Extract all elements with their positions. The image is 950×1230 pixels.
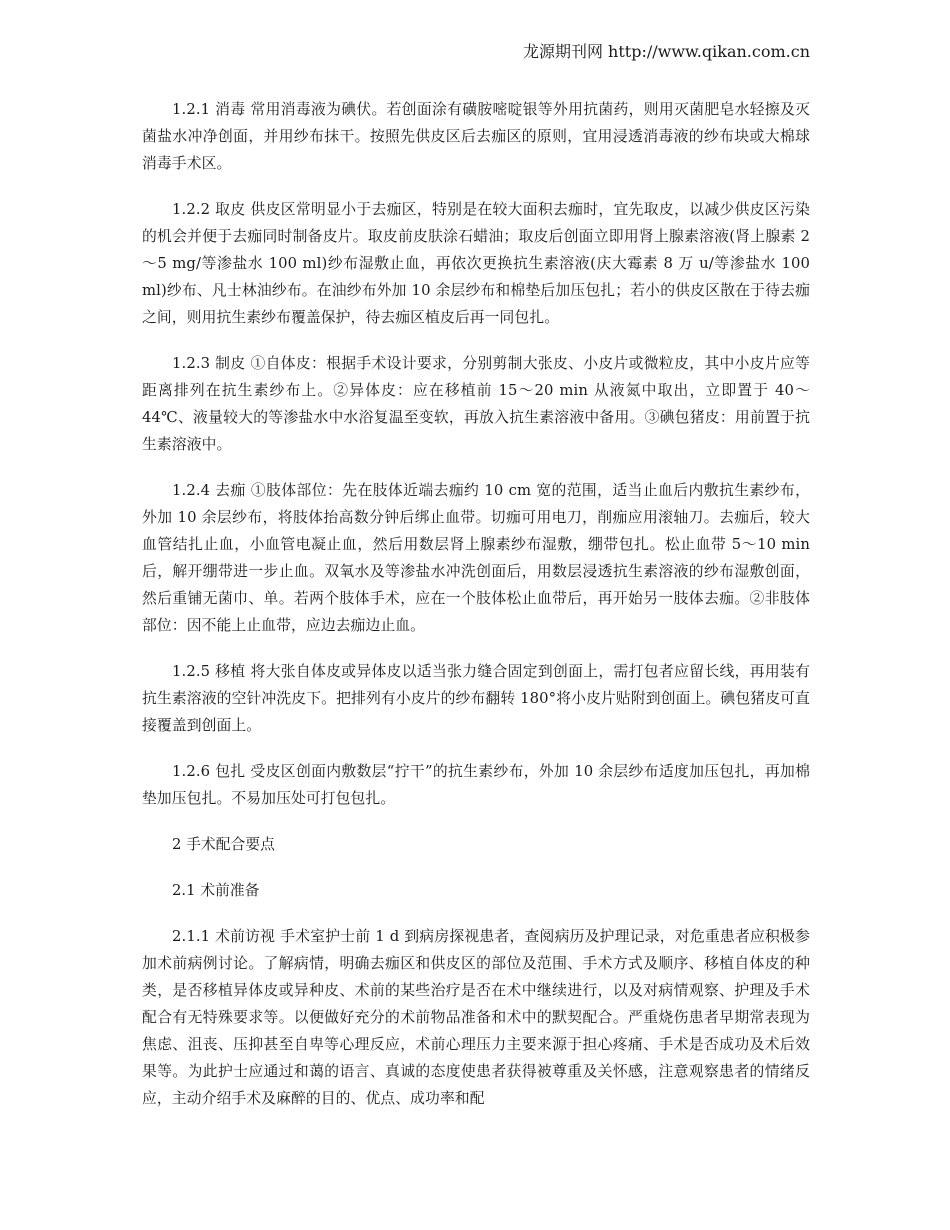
section-heading: 2 手术配合要点 bbox=[172, 836, 275, 853]
paragraph-eschar-removal: 1.2.4 去痂 ①肢体部位：先在肢体近端去痂约 10 cm 宽的范围，适当止血后内敷抗生素纱布，外加 10 余层纱布，将肢体抬高数分钟后绑止血带。切痂可用电刀，削痂应用滚轴刀。去痂后，较大血管结扎止血，小血管电凝止血，然后用数层肾上腺素纱布湿敷，绷带包扎。松止血带 5～10 min 后，解开绷带进一步止血。双氧水及等渗盐水冲洗创面后，用数层浸透抗生素溶液的纱布湿敷创面，然后重铺无菌巾、单。若两个肢体手术，应在一个肢体松止血带后，再开始另一肢体去痂。②非肢体部位：因不能上止血带，应边去痂边止血。 bbox=[142, 482, 810, 634]
paragraph-disinfection: 1.2.1 消毒 常用消毒液为碘伏。若创面涂有磺胺嘧啶银等外用抗菌药，则用灭菌肥皂水轻擦及灭菌盐水冲净创面，并用纱布抹干。按照先供皮区后去痂区的原则，宜用浸透消毒液的纱布块或大棉球消毒手术区。 bbox=[142, 101, 810, 172]
paragraph-bandaging: 1.2.6 包扎 受皮区创面内敷数层“拧干”的抗生素纱布，外加 10 余层纱布适度加压包扎，再加棉垫加压包扎。不易加压处可打包包扎。 bbox=[142, 763, 810, 807]
paragraph-skin-preparation: 1.2.3 制皮 ①自体皮：根据手术设计要求，分别剪制大张皮、小皮片或微粒皮，其中小皮片应等距离排列在抗生素纱布上。②异体皮：应在移植前 15～20 min 从液氮中取出，立即置于 40～44℃、液量较大的等渗盐水中水浴复温至变软，再放入抗生素溶液中备用。③碘包猪皮：用前置于抗生素溶液中。 bbox=[142, 355, 810, 453]
paragraph-skin-harvest: 1.2.2 取皮 供皮区常明显小于去痂区，特别是在较大面积去痂时，宜先取皮，以减少供皮区污染的机会并便于去痂同时制备皮片。取皮前皮肤涂石蜡油；取皮后创面立即用肾上腺素溶液(肾上腺素 2～5 mg/等渗盐水 100 ml)纱布湿敷止血，再依次更换抗生素溶液(庆大霉素 8 万 u/等渗盐水 100 ml)纱布、凡士林油纱布。在油纱布外加 10 余层纱布和棉垫后加压包扎；若小的供皮区散在于待去痂之间，则用抗生素纱布覆盖保护，待去痂区植皮后再一同包扎。 bbox=[142, 201, 810, 326]
article-body bbox=[142, 96, 810, 1131]
site-header: 龙源期刊网 http://www.qikan.com.cn bbox=[522, 42, 810, 61]
paragraph-grafting: 1.2.5 移植 将大张自体皮或异体皮以适当张力缝合固定到创面上，需打包者应留长线，再用装有抗生素溶液的空针冲洗皮下。把排列有小皮片的纱布翻转 180°将小皮片贴附到创面上。碘包猪皮可直接覆盖到创面上。 bbox=[142, 663, 810, 734]
paragraph-preop-visit: 2.1.1 术前访视 手术室护士前 1 d 到病房探视患者，查阅病历及护理记录，对危重患者应积极参加术前病例讨论。了解病情，明确去痂区和供皮区的部位及范围、手术方式及顺序、移植自体皮的种类，是否移植异体皮或异种皮、术前的某些治疗是否在术中继续进行，以及对病情观察、护理及手术配合有无特殊要求等。以便做好充分的术前物品准备和术中的默契配合。严重烧伤患者早期常表现为焦虑、沮丧、压抑甚至自卑等心理反应，术前心理压力主要来源于担心疼痛、手术是否成功及术后效果等。为此护士应通过和蔼的语言、真诚的态度使患者获得被尊重及关怀感，注意观察患者的情绪反应，主动介绍手术及麻醉的目的、优点、成功率和配 bbox=[142, 928, 810, 1107]
subsection-heading: 2.1 术前准备 bbox=[172, 882, 260, 899]
